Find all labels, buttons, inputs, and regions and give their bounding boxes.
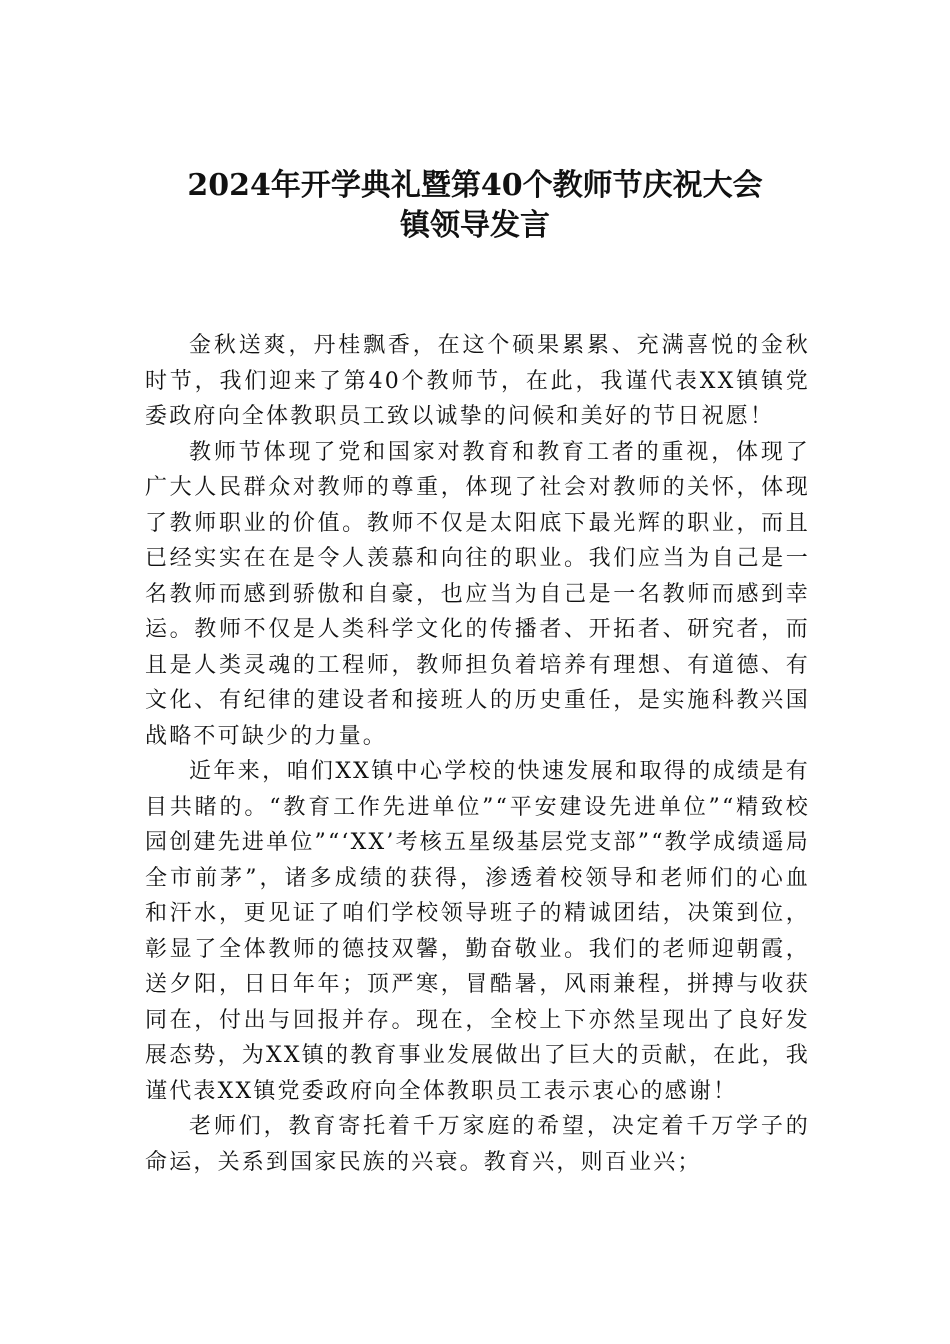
paragraph-1: 金秋送爽，丹桂飘香，在这个硕果累累、充满喜悦的金秋时节，我们迎来了第40个教师节，在此，我谨代表XX镇镇党委政府向全体教职员工致以诚挚的问候和美好的节日祝愿！ bbox=[145, 333, 810, 429]
paragraph-4: 老师们，教育寄托着千万家庭的希望，决定着千万学子的命运，关系到国家民族的兴衰。教育兴，则百业兴； bbox=[145, 1114, 810, 1175]
paragraph-3: 近年来，咱们XX镇中心学校的快速发展和取得的成绩是有目共睹的。“教育工作先进单位”“平安建设先进单位”“精致校园创建先进单位”“‘XX’考核五星级基层党支部”“教学成绩遥局全市前茅”，诸多成绩的获得，渗透着校领导和老师们的心血和汗水，更见证了咱们学校领导班子的精诚团结，决策到位，彰显了全体教师的德技双馨，勤奋敬业。我们的老师迎朝霞，送夕阳，日日年年；顶严寒，冒酷暑，风雨兼程，拼搏与收获同在，付出与回报并存。现在，全校上下亦然呈现出了良好发展态势，为XX镇的教育事业发展做出了巨大的贡献，在此，我谨代表XX镇党委政府向全体教职员工表示衷心的感谢！ bbox=[145, 759, 810, 1104]
document-body bbox=[145, 328, 810, 1180]
document-title: 2024年开学典礼暨第40个教师节庆祝大会 bbox=[187, 168, 763, 203]
document-subtitle: 镇领导发言 bbox=[400, 208, 550, 243]
paragraph-2: 教师节体现了党和国家对教育和教育工者的重视，体现了广大人民群众对教师的尊重，体现了社会对教师的关怀，体现了教师职业的价值。教师不仅是太阳底下最光辉的职业，而且已经实实在在是令人羡慕和向往的职业。我们应当为自己是一名教师而感到骄傲和自豪，也应当为自己是一名教师而感到幸运。教师不仅是人类科学文化的传播者、开拓者、研究者，而且是人类灵魂的工程师，教师担负着培养有理想、有道德、有文化、有纪律的建设者和接班人的历史重任，是实施科教兴国战略不可缺少的力量。 bbox=[145, 439, 810, 749]
